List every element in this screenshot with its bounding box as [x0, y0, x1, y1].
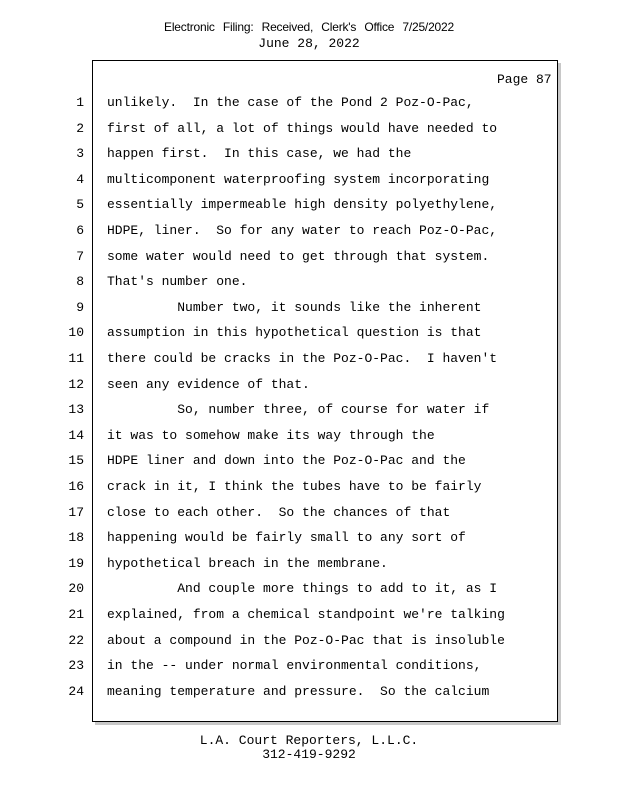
transcript-line: [0, 474, 618, 499]
line-number: 19: [68, 555, 84, 571]
line-number: 2: [76, 120, 84, 136]
transcript-line: [0, 679, 618, 704]
line-number: 20: [68, 581, 84, 597]
transcript-line: [0, 192, 618, 217]
line-text: HDPE, liner. So for any water to reach Poz-O-Pac,: [107, 223, 498, 238]
line-number: 18: [68, 530, 84, 546]
electronic-filing-stamp: Electronic Filing: Received, Clerk's Office 7/25/2022: [164, 20, 454, 34]
line-text: unlikely. In the case of the Pond 2 Poz-O-Pac,: [107, 95, 474, 110]
transcript-line: [0, 372, 618, 397]
transcript-line: [0, 269, 618, 294]
line-number: 11: [68, 351, 84, 366]
transcript-line: [0, 167, 618, 192]
line-text: hypothetical breach in the membrane.: [107, 555, 388, 571]
line-number: 3: [76, 146, 84, 162]
transcript-line: [0, 218, 618, 243]
line-number: 15: [68, 453, 84, 469]
transcript-line: [0, 576, 618, 601]
line-text: about a compound in the Poz-O-Pac that is insoluble: [107, 632, 505, 648]
line-number: 1: [76, 95, 84, 110]
line-text: So, number three, of course for water if: [107, 402, 490, 418]
transcript-line: [0, 423, 618, 448]
line-text: That's number one.: [107, 274, 248, 290]
line-text: some water would need to get through that system.: [107, 248, 490, 264]
transcript-line: [0, 116, 618, 141]
transcript-line: [0, 244, 618, 269]
line-text: explained, from a chemical standpoint we're talking: [107, 607, 505, 622]
line-text: essentially impermeable high density polyethylene,: [107, 197, 498, 213]
line-text: And couple more things to add to it, as I: [107, 581, 498, 597]
line-number: 4: [76, 171, 84, 187]
line-text: assumption in this hypothetical question is that: [107, 325, 482, 341]
transcript-line: [0, 320, 618, 345]
transcript-line: [0, 397, 618, 422]
transcript-line: [0, 602, 618, 627]
transcript-line: [0, 346, 618, 371]
line-number: 24: [68, 683, 84, 699]
transcript-line: [0, 525, 618, 550]
transcript-line: [0, 551, 618, 576]
line-text: HDPE liner and down into the Poz-O-Pac and the: [107, 453, 466, 469]
line-number: 6: [76, 223, 84, 238]
court-reporter-name: L.A. Court Reporters, L.L.C.: [199, 733, 419, 748]
line-number: 7: [76, 248, 84, 264]
transcript-line: [0, 628, 618, 653]
line-number: 17: [68, 504, 84, 520]
transcript-line: [0, 653, 618, 678]
line-number: 21: [68, 607, 84, 622]
transcript-line: [0, 295, 618, 320]
line-number: 5: [76, 197, 84, 213]
line-number: 9: [76, 299, 84, 315]
page-number: Page 87: [497, 72, 552, 87]
line-text: meaning temperature and pressure. So the calcium: [107, 683, 490, 699]
line-number: 12: [68, 376, 84, 392]
line-text: in the -- under normal environmental conditions,: [107, 658, 482, 674]
line-text: seen any evidence of that.: [107, 376, 310, 392]
transcript-line: [0, 141, 618, 166]
line-number: 22: [68, 632, 84, 648]
transcript-line: [0, 90, 618, 115]
court-reporter-phone: 312-419-9292: [262, 747, 356, 762]
line-text: close to each other. So the chances of that: [107, 504, 451, 520]
deposition-date: June 28, 2022: [258, 36, 360, 51]
line-number: 14: [68, 427, 84, 443]
line-number: 16: [68, 479, 84, 494]
transcript-line: [0, 500, 618, 525]
line-number: 23: [68, 658, 84, 674]
line-text: it was to somehow make its way through the: [107, 427, 435, 443]
line-number: 8: [76, 274, 84, 290]
line-text: first of all, a lot of things would have needed to: [107, 120, 498, 136]
line-number: 10: [68, 325, 84, 341]
line-text: Number two, it sounds like the inherent: [107, 299, 482, 315]
line-number: 13: [68, 402, 84, 418]
line-text: multicomponent waterproofing system incorporating: [107, 171, 490, 187]
line-text: happening would be fairly small to any sort of: [107, 530, 466, 546]
transcript-line: [0, 448, 618, 473]
line-text: there could be cracks in the Poz-O-Pac. I haven't: [107, 351, 498, 366]
line-text: happen first. In this case, we had the: [107, 146, 412, 162]
line-text: crack in it, I think the tubes have to be fairly: [107, 479, 482, 494]
